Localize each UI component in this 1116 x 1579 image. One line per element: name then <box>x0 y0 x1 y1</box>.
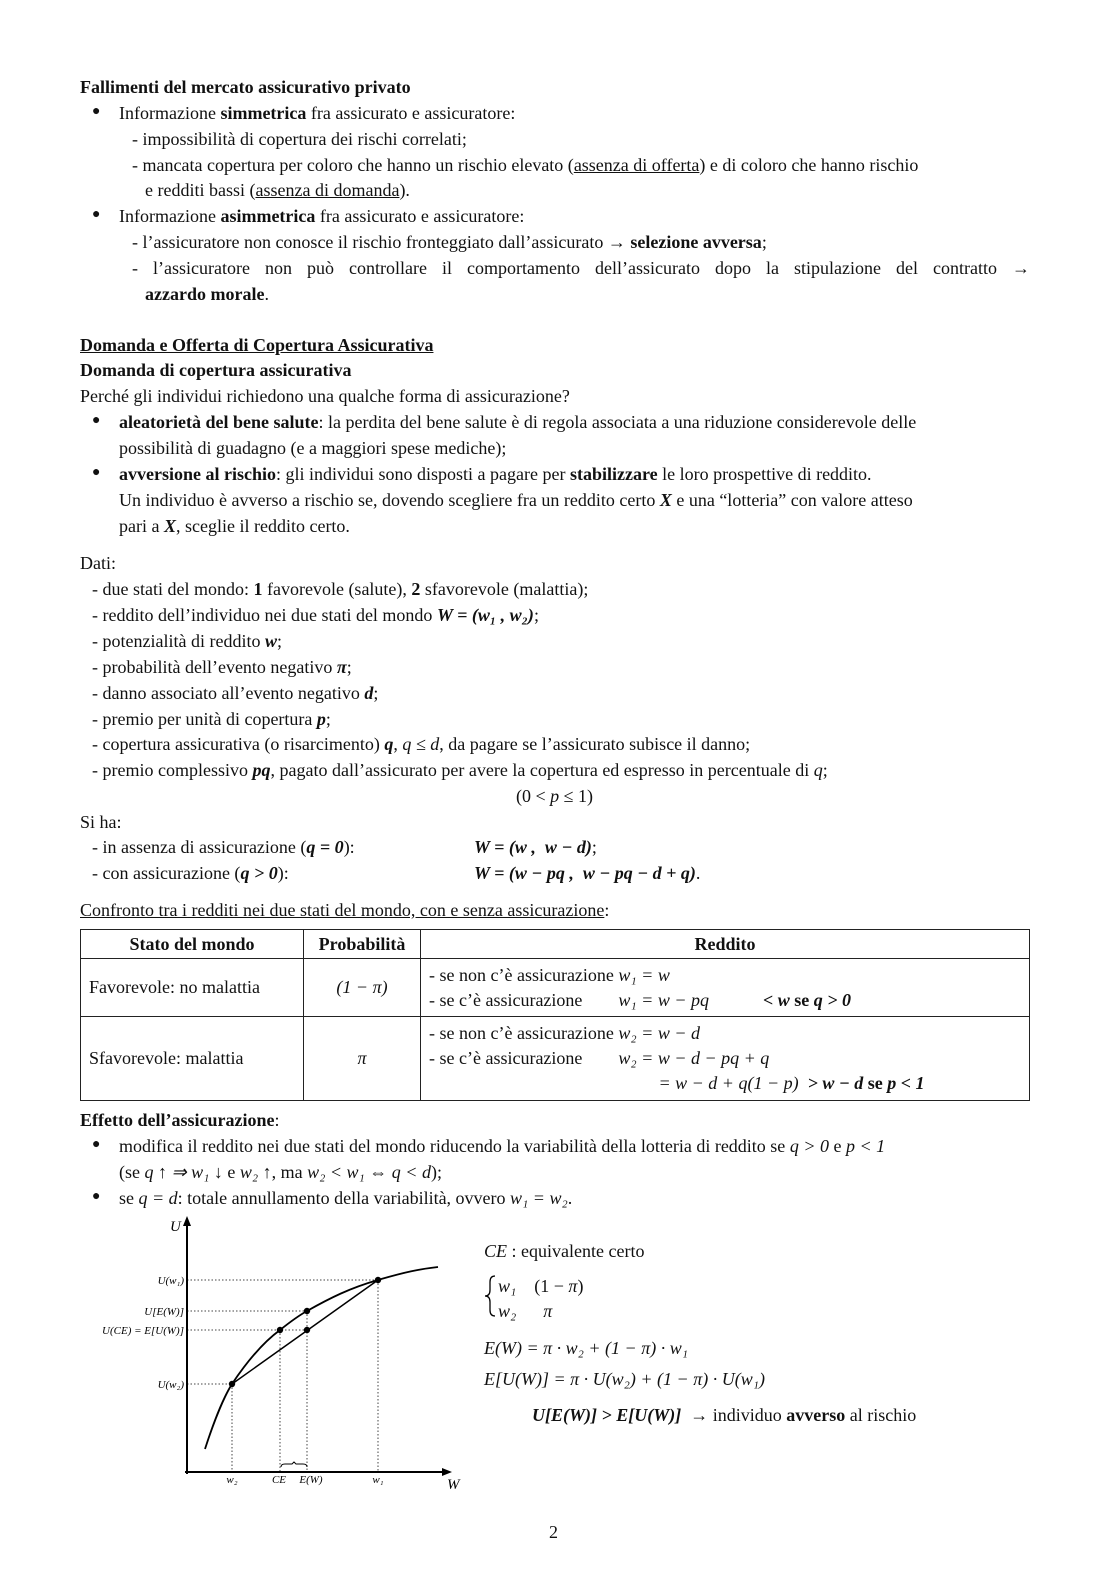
bullet-icon: ● <box>92 465 101 480</box>
text-segment: < w <box>762 989 790 1010</box>
text-segment: modifica il reddito nei due stati del mondo riducendo la variabilità della lotteria di reddito se <box>119 1136 790 1156</box>
text-segment: CE <box>484 1241 508 1261</box>
text-segment: - con assicurazione ( <box>92 863 241 883</box>
text-segment: , da pagare se l’assicurato subisce il danno; <box>439 734 751 755</box>
text-segment: p < 1 <box>845 1136 886 1156</box>
point-w1 <box>375 1277 381 1283</box>
page-number: 2 <box>549 1522 558 1542</box>
text-segment: ): <box>277 863 289 883</box>
text-segment: 1 <box>253 579 263 599</box>
reddito-line <box>429 988 1021 1013</box>
bullet-text-cont <box>119 437 506 459</box>
text-segment: - reddito dell’individuo nei due stati del mondo <box>92 604 437 625</box>
table-row <box>81 1017 1030 1101</box>
text-segment <box>799 1073 808 1093</box>
text-segment: - se non c’è assicurazione <box>429 1023 619 1043</box>
text-segment: Un individuo è avverso a rischio se, dovendo scegliere fra un reddito certo <box>119 490 660 510</box>
text-segment: w₂ < w₁ ⇔ q < d <box>307 1162 431 1182</box>
text-segment: simmetrica <box>220 103 307 123</box>
text-segment: ; <box>373 682 379 703</box>
sub-item-cont <box>145 179 410 201</box>
text-segment: avversione al rischio <box>119 464 276 484</box>
reddito-line <box>429 963 1021 988</box>
no-insurance-label <box>92 836 355 858</box>
text-segment: fra assicurato e assicuratore: <box>306 103 516 123</box>
y-axis-arrow-icon <box>183 1216 191 1226</box>
point-uew <box>304 1308 310 1314</box>
text-segment: w₂ ↑ <box>239 1162 272 1182</box>
dati-item <box>92 733 750 755</box>
brace-icon <box>485 1276 495 1316</box>
header-probabilita: Probabilità <box>304 930 421 959</box>
sub-item <box>132 257 1030 279</box>
text-segment: - copertura assicurativa (o risarcimento) <box>92 734 385 755</box>
text-segment: - danno associato all’evento negativo <box>92 682 365 703</box>
text-segment <box>429 1073 659 1093</box>
text-segment: e una “lotteria” con valore atteso <box>671 490 913 510</box>
text-segment: - l’assicuratore non conosce il rischio fronteggiato dall’assicurato → <box>132 232 631 252</box>
table-header-row <box>81 930 1030 959</box>
reddito-line <box>429 1046 1021 1071</box>
dati-item <box>92 656 352 678</box>
text-segment: . <box>264 284 269 304</box>
sub-item <box>132 128 467 150</box>
insurance-label <box>92 862 289 884</box>
text-segment: : gli individui sono disposti a pagare per <box>275 464 570 484</box>
sub-item <box>132 231 767 253</box>
text-segment: w₂ = w − d <box>618 1023 700 1043</box>
text-segment: - premio per unità di copertura <box>92 708 317 729</box>
text-segment: - mancata copertura per coloro che hanno un rischio elevato ( <box>132 155 574 175</box>
section-title <box>80 334 433 356</box>
y-label-uw2: U(w₂) <box>157 1379 184 1391</box>
x-label-w2: w₂ <box>226 1474 238 1486</box>
dati-item <box>92 759 828 781</box>
bullet-text <box>119 411 916 433</box>
bullet-text-cont <box>119 489 913 511</box>
text-segment: sfavorevole (malattia); <box>420 579 589 599</box>
text-segment: w <box>264 630 277 651</box>
text-segment: - se c’è assicurazione <box>429 1048 619 1068</box>
siha-title <box>80 811 122 833</box>
text-segment <box>516 1301 543 1321</box>
text-segment: al rischio <box>845 1405 917 1425</box>
text-segment: ). <box>399 180 410 200</box>
bullet-icon: ● <box>92 413 101 428</box>
cell-stato: Sfavorevole: malattia <box>81 1017 304 1101</box>
utility-curve <box>205 1267 438 1449</box>
text-segment: > w − d <box>807 1073 864 1093</box>
text-segment: pari a <box>119 516 164 536</box>
text-segment: q <box>813 760 823 781</box>
bullet-icon: ● <box>92 207 101 222</box>
text-segment: p <box>316 708 326 729</box>
text-segment: ) e di coloro che hanno rischio <box>699 155 919 175</box>
text-segment: se <box>863 1073 888 1093</box>
text-segment: Si ha: <box>80 812 122 832</box>
section-title <box>80 76 411 98</box>
table-row <box>81 959 1030 1017</box>
cell-reddito <box>421 1017 1030 1101</box>
bullet-text <box>119 463 872 485</box>
sub-item <box>132 154 918 176</box>
text-segment: asimmetrica <box>220 206 316 226</box>
text-segment: , pagato dall’assicurato per avere la copertura ed espresso in percentuale di <box>270 760 814 781</box>
text-segment: ; <box>533 604 539 625</box>
text-segment: π <box>568 1276 578 1296</box>
text-segment: W = (w , w − d) <box>474 837 592 857</box>
text-segment: E(W) = π · w₂ + (1 − π) · w₁ <box>484 1338 688 1358</box>
text-segment: Informazione <box>119 103 221 123</box>
text-segment: ; <box>591 837 597 857</box>
text-segment: - se non c’è assicurazione <box>429 964 619 985</box>
text-segment: e <box>222 1162 240 1182</box>
dati-item <box>92 578 588 600</box>
text-segment: Perché gli individui richiedono una qualche forma di assicurazione? <box>80 386 570 406</box>
text-segment: - due stati del mondo: <box>92 579 254 599</box>
bullet-icon: ● <box>92 1137 101 1152</box>
text-segment: - premio complessivo <box>92 760 253 781</box>
cell-prob: (1 − π) <box>304 959 421 1017</box>
lottery-w2 <box>498 1300 552 1322</box>
bullet-icon: ● <box>92 1189 101 1204</box>
text-segment: q = d <box>138 1188 178 1208</box>
text-segment: fra assicurato e assicuratore: <box>315 206 525 226</box>
risk-aversion-conclusion <box>532 1404 916 1426</box>
cell-reddito <box>421 959 1030 1017</box>
text-segment: ) <box>577 1276 584 1296</box>
text-segment: π <box>543 1301 553 1321</box>
text-segment: q = 0 <box>306 837 344 857</box>
text-segment: se <box>789 989 814 1010</box>
lottery-w1 <box>498 1275 583 1297</box>
text-segment: Confronto tra i redditi nei due stati del mondo, con e senza assicurazione <box>80 900 605 920</box>
text-segment: q ↑ ⇒ w₁ ↓ <box>144 1162 223 1182</box>
x-label-ce: CE <box>271 1474 287 1486</box>
header-stato: Stato del mondo <box>81 930 304 959</box>
text-segment: le loro prospettive di reddito. <box>657 464 872 484</box>
text-segment: ): <box>343 837 355 857</box>
bullet-text-cont <box>119 515 350 537</box>
x-label-w1: w₁ <box>372 1474 384 1486</box>
bullet-icon: ● <box>92 104 101 119</box>
text-segment: q > 0 <box>813 989 852 1010</box>
text-segment: - potenzialità di reddito <box>92 630 265 651</box>
text-segment: e <box>828 1136 846 1156</box>
text-segment: w₂ = w − d − pq + q <box>618 1048 770 1068</box>
text-segment: favorevole (salute), <box>262 579 412 599</box>
text-segment: : <box>274 1110 280 1130</box>
text-segment: p <box>550 786 560 806</box>
text-segment: . <box>567 1188 573 1208</box>
text-segment: W = (w₁ , w₂) <box>436 604 534 625</box>
y-label-uew: U[E(W)] <box>144 1306 184 1318</box>
text-segment: Effetto dell’assicurazione <box>80 1110 275 1130</box>
text-segment: selezione avversa <box>630 232 762 252</box>
text-segment: ; <box>761 232 767 252</box>
bullet-text <box>119 205 524 227</box>
y-label-uw1: U(w₁) <box>157 1275 184 1287</box>
text-segment: se <box>119 1188 139 1208</box>
text-segment: possibilità di guadagno (e a maggiori spese mediche); <box>119 438 507 458</box>
text-segment: Informazione <box>119 206 221 226</box>
premium-condition <box>516 785 593 807</box>
text-segment: - impossibilità di copertura dei rischi correlati; <box>132 129 467 149</box>
paragraph <box>80 385 570 407</box>
text-segment: avverso <box>786 1405 846 1425</box>
text-segment: = w − d + q(1 − p) <box>658 1073 799 1093</box>
text-segment: q ≤ d <box>402 734 440 755</box>
y-axis-label: U <box>170 1219 181 1235</box>
text-segment: - probabilità dell’evento negativo <box>92 656 337 677</box>
text-segment: q > 0 <box>240 863 278 883</box>
cell-prob: π <box>304 1017 421 1101</box>
text-segment: w₁ = w − pq <box>618 989 709 1010</box>
text-segment: (se <box>119 1162 145 1182</box>
point-w2 <box>229 1381 235 1387</box>
text-segment: stabilizzare <box>569 464 658 484</box>
text-segment: w₁ = w₂ <box>510 1188 568 1208</box>
text-segment: azzardo morale <box>145 284 265 304</box>
text-segment: : la perdita del bene salute è di regola associata a una riduzione considerevole delle <box>318 412 917 432</box>
point-ce <box>277 1327 283 1333</box>
expected-utility-formula <box>484 1368 765 1390</box>
text-segment: Domanda e Offerta di Copertura Assicurativa <box>80 335 434 355</box>
y-label-uce: U(CE) = E[U(W)] <box>102 1325 184 1337</box>
text-segment: E[U(W)] = π · U(w₂) + (1 − π) · U(w₁) <box>484 1369 765 1389</box>
expected-income-formula <box>484 1337 688 1359</box>
text-segment: : equivalente certo <box>507 1241 645 1261</box>
text-segment: w₂ <box>498 1301 517 1321</box>
text-segment: , sceglie il reddito certo. <box>176 516 350 536</box>
dati-item <box>92 708 331 730</box>
text-segment: (1 − <box>516 1276 569 1296</box>
dati-item <box>92 682 378 704</box>
no-insurance-formula <box>474 836 597 858</box>
reddito-line <box>429 1071 1021 1096</box>
income-comparison-table <box>80 929 1030 1101</box>
insurance-formula <box>474 862 700 884</box>
text-segment: assenza di offerta <box>573 155 700 175</box>
text-segment: ; <box>346 656 352 677</box>
text-segment: : <box>604 900 610 920</box>
header-reddito: Reddito <box>421 930 1030 959</box>
text-segment: ; <box>276 630 282 651</box>
bullet-text-cont <box>119 1161 442 1183</box>
text-segment: ; <box>822 760 828 781</box>
risk-premium-brace <box>281 1462 307 1467</box>
text-segment: Domanda di copertura assicurativa <box>80 360 352 380</box>
text-segment <box>709 990 763 1010</box>
text-segment: assenza di domanda <box>255 180 400 200</box>
bullet-text <box>119 1135 885 1157</box>
text-segment: → individuo <box>681 1405 787 1425</box>
text-segment: ≤ 1) <box>559 786 594 806</box>
text-segment: pq <box>252 760 271 781</box>
text-segment: e redditi bassi ( <box>145 180 256 200</box>
effect-title <box>80 1109 279 1131</box>
cell-stato: Favorevole: no malattia <box>81 959 304 1017</box>
text-segment: q > 0 <box>789 1136 829 1156</box>
text-segment: : totale annullamento della variabilità, ovvero <box>177 1188 511 1208</box>
text-segment: p < 1 <box>887 1073 925 1093</box>
text-segment: , <box>393 734 403 755</box>
table-caption <box>80 899 609 921</box>
x-axis-label: W <box>447 1477 460 1493</box>
dati-item <box>92 604 539 626</box>
text-segment: X <box>163 516 176 536</box>
text-segment: Dati: <box>80 553 116 573</box>
text-segment: aleatorietà del bene salute <box>119 412 319 432</box>
text-segment: (0 < <box>516 786 551 806</box>
text-segment: - l’assicuratore non può controllare il comportamento dell’assicurato dopo la stipulazione del contratto → <box>132 258 1030 278</box>
dati-title <box>80 552 116 574</box>
text-segment: w₁ <box>498 1276 517 1296</box>
text-segment: 2 <box>411 579 421 599</box>
text-segment: . <box>695 863 701 883</box>
text-segment: , ma <box>271 1162 308 1182</box>
text-segment: - se c’è assicurazione <box>429 989 619 1010</box>
text-segment: d <box>364 682 374 703</box>
reddito-line <box>429 1021 1021 1046</box>
dati-item <box>92 630 282 652</box>
text-segment: π <box>336 656 347 677</box>
bullet-text <box>119 102 515 124</box>
point-euw <box>304 1327 310 1333</box>
x-label-ew: E(W) <box>299 1474 323 1486</box>
ce-definition <box>484 1240 644 1262</box>
sub-item-cont <box>145 283 269 305</box>
text-segment: - in assenza di assicurazione ( <box>92 837 307 857</box>
text-segment: W = (w − pq , w − pq − d + q) <box>474 863 696 883</box>
text-segment: U[E(W)] > E[U(W)] <box>532 1405 682 1425</box>
x-axis-arrow-icon <box>442 1468 452 1476</box>
subsection-title <box>80 359 352 381</box>
text-segment: Fallimenti del mercato assicurativo privato <box>80 77 411 97</box>
text-segment: X <box>659 490 672 510</box>
text-segment: ; <box>325 708 331 729</box>
text-segment: ); <box>430 1162 442 1182</box>
text-segment: w₁ = w <box>618 964 670 985</box>
text-segment: q <box>384 734 394 755</box>
